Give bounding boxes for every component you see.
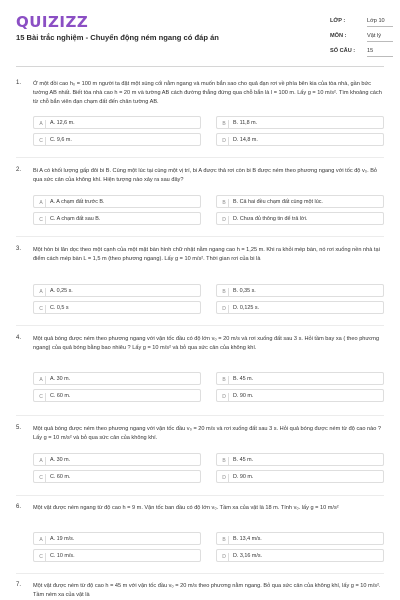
option-d[interactable] xyxy=(216,212,384,225)
option-letter: C xyxy=(37,553,46,561)
option-letter: A xyxy=(37,376,46,384)
options-group xyxy=(16,195,384,227)
question-number: 6. xyxy=(16,504,22,510)
option-letter: B xyxy=(220,120,229,128)
option-a[interactable] xyxy=(33,195,201,208)
option-a[interactable] xyxy=(33,532,201,545)
option-d[interactable] xyxy=(216,133,384,146)
option-a[interactable] xyxy=(33,116,201,129)
option-c[interactable] xyxy=(33,549,201,562)
question-number: 3. xyxy=(16,246,22,252)
divider xyxy=(16,236,384,237)
option-d[interactable] xyxy=(216,549,384,562)
option-text: C. 60 m. xyxy=(50,393,71,399)
option-text: D. 90 m. xyxy=(233,393,254,399)
option-c[interactable] xyxy=(33,470,201,483)
divider xyxy=(16,157,384,158)
option-a[interactable] xyxy=(33,453,201,466)
page-header xyxy=(0,0,400,62)
option-text: D. Chưa đủ thông tin để trả lời. xyxy=(233,216,308,222)
options-group xyxy=(16,372,384,404)
divider xyxy=(16,325,384,326)
options-group xyxy=(16,284,384,316)
option-letter: A xyxy=(37,120,46,128)
divider xyxy=(16,415,384,416)
option-text: C. A chạm đất sau B. xyxy=(50,216,101,222)
option-c[interactable] xyxy=(33,133,201,146)
option-letter: C xyxy=(37,137,46,145)
option-letter: D xyxy=(220,305,229,313)
option-letter: D xyxy=(220,393,229,401)
question-number: 7. xyxy=(16,582,22,588)
option-b[interactable] xyxy=(216,372,384,385)
option-b[interactable] xyxy=(216,195,384,208)
option-d[interactable] xyxy=(216,301,384,314)
document-title: 15 Bài trắc nghiệm - Chuyển động ném ngang có đáp án xyxy=(16,33,219,42)
question-text: Một quả bóng được ném theo phương ngang với vận tốc đầu có độ lớn v₀ = 20 m/s và rơi xuống đất sau 3 s. Hỏi tầm bay xa ( theo phương ngang) của quả bóng bằng bao nhiêu ? Lấy g = 10 m/s² và bỏ qua sức cản của không khí. xyxy=(33,336,380,351)
option-text: C. 10 m/s. xyxy=(50,553,75,559)
option-c[interactable] xyxy=(33,301,201,314)
option-letter: D xyxy=(220,137,229,145)
option-letter: C xyxy=(37,474,46,482)
question-text: Một vật được ném từ độ cao h = 45 m với vận tốc đầu v₀ = 20 m/s theo phương nằm ngang. Bỏ qua sức cản của không khí, lấy g = 10 m/s². Tầm ném xa của vật là xyxy=(33,583,381,598)
question-text: Một vật được ném ngang từ độ cao h = 9 m. Vận tốc ban đầu có độ lớn v₀. Tầm xa của vật là 18 m. Tính v₀. lấy g = 10 m/s² xyxy=(33,505,339,511)
option-text: A. 12,6 m. xyxy=(50,120,75,126)
option-text: C. 60 m. xyxy=(50,474,71,480)
option-letter: B xyxy=(220,199,229,207)
header-divider xyxy=(16,66,384,67)
option-text: B. 45 m. xyxy=(233,457,254,463)
option-b[interactable] xyxy=(216,116,384,129)
option-letter: C xyxy=(37,305,46,313)
meta-question-count-label: SỐ CÂU : xyxy=(330,48,356,54)
option-text: A. 19 m/s. xyxy=(50,536,75,542)
question-number: 2. xyxy=(16,167,22,173)
option-letter: B xyxy=(220,376,229,384)
option-text: D. 14,8 m. xyxy=(233,137,258,143)
meta-grade-label: LỚP : xyxy=(330,18,346,24)
option-letter: C xyxy=(37,393,46,401)
option-c[interactable] xyxy=(33,212,201,225)
option-letter: A xyxy=(37,536,46,544)
option-c[interactable] xyxy=(33,389,201,402)
option-d[interactable] xyxy=(216,470,384,483)
option-b[interactable] xyxy=(216,453,384,466)
option-text: A. 30 m. xyxy=(50,376,71,382)
question-number: 5. xyxy=(16,425,22,431)
option-text: B. 13,4 m/s. xyxy=(233,536,262,542)
meta-grade-value: Lớp 10 xyxy=(367,18,393,27)
option-letter: D xyxy=(220,474,229,482)
divider xyxy=(16,573,384,574)
meta-subject-value: Vật lý xyxy=(367,33,393,42)
option-letter: B xyxy=(220,457,229,465)
option-a[interactable] xyxy=(33,372,201,385)
option-letter: C xyxy=(37,216,46,224)
question-number: 4. xyxy=(16,335,22,341)
options-group xyxy=(16,453,384,485)
options-group xyxy=(16,116,384,148)
option-letter: A xyxy=(37,457,46,465)
quizizz-logo: QUIZIZZ xyxy=(16,13,89,31)
question-text: Một hòn bi lăn dọc theo một cạnh của một mặt bàn hình chữ nhật nằm ngang cao h = 1,25 m. Khi ra khỏi mép bàn, nó rơi xuống nền nhà tại điểm cách mép bàn L = 1,5 m (theo phương ngang). Lấy g = 10 m/s². Thời gian rơi của bi là xyxy=(33,247,380,262)
option-text: B. 11,8 m. xyxy=(233,120,258,126)
option-letter: D xyxy=(220,553,229,561)
option-text: A. 30 m. xyxy=(50,457,71,463)
option-text: C. 9,6 m. xyxy=(50,137,72,143)
question-text: Bi A có khối lượng gấp đôi bi B. Cùng một lúc tại cùng một vị trí, bi A được thả rơi còn bi B được ném theo phương ngang với tốc độ v₀. Bỏ qua sức cản của không khí. Hiện tượng nào xảy ra sau đây? xyxy=(33,168,378,183)
option-text: B. 45 m. xyxy=(233,376,254,382)
option-text: B. 0,35 s. xyxy=(233,288,256,294)
option-letter: B xyxy=(220,288,229,296)
question-text: Ở một đồi cao h₀ = 100 m người ta đặt một súng cối nằm ngang và muốn bắn sao cho quả đạn rơi về phía bên kia của tòa nhà, gần bức tường AB nhất. Biết tòa nhà cao h = 20 m và tường AB cách đường thẳng đứng qua chỗ bắn là l = 100 m. Lấy g = 10 m/s². Tìm khoảng cách từ chỗ bắn viên đạn chạm đất đến chân tường AB. xyxy=(33,81,382,105)
question-text: Một quả bóng được ném theo phương ngang với vận tốc đầu v₀ = 20 m/s và rơi xuống đất sau 3 s. Hỏi quả bóng được ném từ độ cao nào ? Lấy g = 10 m/s² và bỏ qua sức cản của không khí. xyxy=(33,426,382,441)
option-letter: D xyxy=(220,216,229,224)
option-text: B. Cả hai đều chạm đất cùng một lúc. xyxy=(233,199,323,205)
divider xyxy=(16,495,384,496)
option-text: D. 3,16 m/s. xyxy=(233,553,263,559)
question-number: 1. xyxy=(16,80,22,86)
option-text: C. 0,5 s xyxy=(50,305,69,311)
meta-subject-label: MÔN : xyxy=(330,33,347,39)
option-letter: A xyxy=(37,199,46,207)
option-text: A. A chạm đất trước B. xyxy=(50,199,105,205)
option-b[interactable] xyxy=(216,532,384,545)
option-letter: A xyxy=(37,288,46,296)
option-a[interactable] xyxy=(33,284,201,297)
option-letter: B xyxy=(220,536,229,544)
option-text: D. 90 m. xyxy=(233,474,254,480)
options-group xyxy=(16,532,384,564)
meta-question-count-value: 15 xyxy=(367,48,393,57)
option-d[interactable] xyxy=(216,389,384,402)
option-text: D. 0,125 s. xyxy=(233,305,260,311)
option-text: A. 0,25 s. xyxy=(50,288,73,294)
option-b[interactable] xyxy=(216,284,384,297)
